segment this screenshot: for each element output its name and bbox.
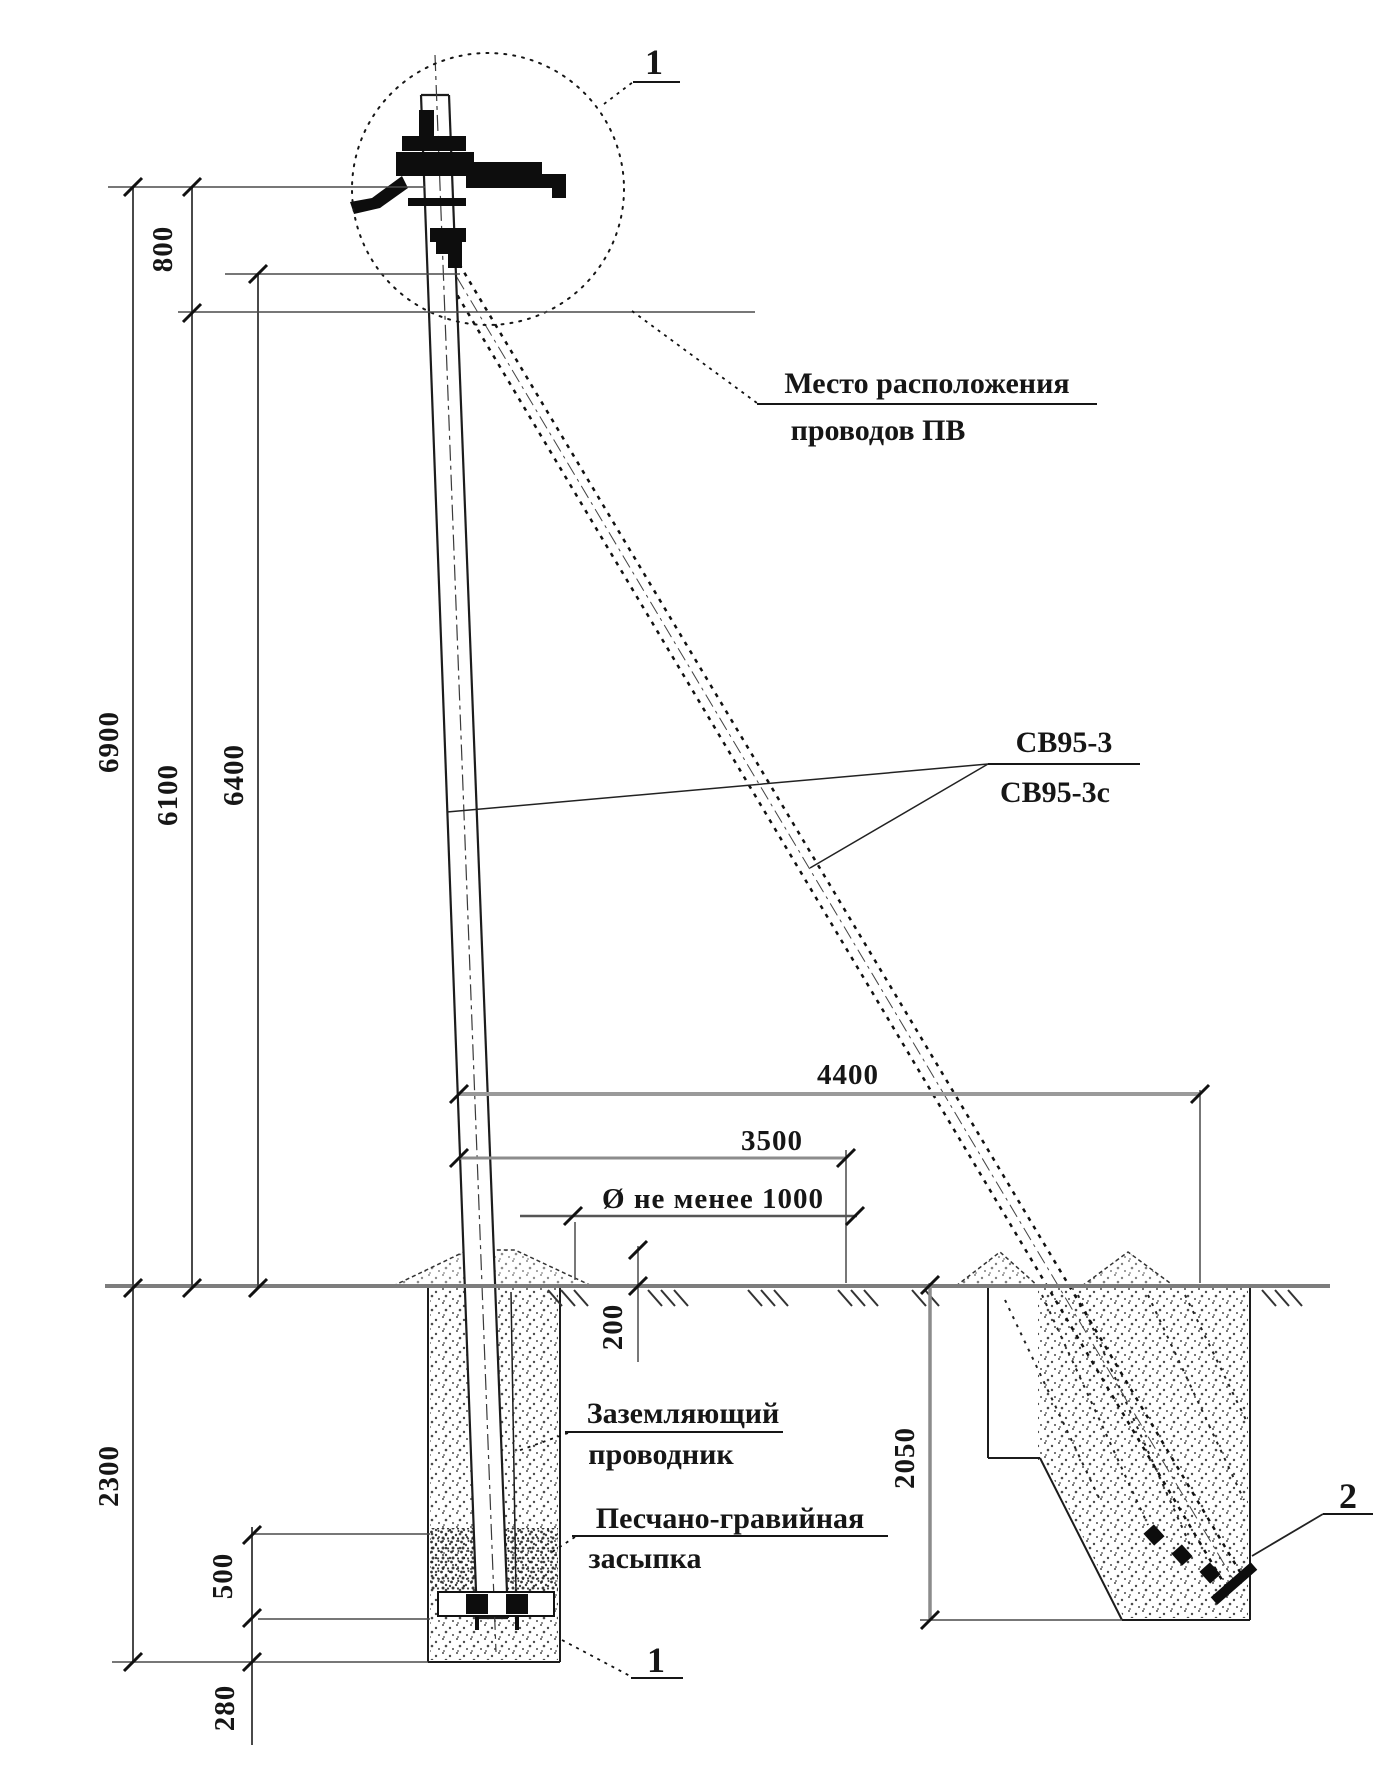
dim-500-label: 500 — [207, 1552, 239, 1600]
dim-2300-label: 2300 — [93, 1445, 125, 1507]
dim-3500-label: 3500 — [741, 1125, 803, 1157]
dim-2050-label: 2050 — [889, 1427, 921, 1489]
dim-200-label: 200 — [597, 1303, 629, 1351]
pole-top-fitting — [350, 110, 566, 268]
dim-diameter-label: Ø не менее 1000 — [602, 1183, 824, 1215]
backfill-label-line2: засыпка — [588, 1542, 702, 1575]
dim-6400-label: 6400 — [218, 744, 250, 806]
dim-6900-label: 6900 — [93, 711, 125, 773]
anchor-marker: 2 — [1339, 1476, 1357, 1516]
strut-type-label: СВ95-3с — [1000, 776, 1110, 809]
pole-type-label: СВ95-3 — [1015, 726, 1113, 759]
dim-6100-label: 6100 — [152, 764, 184, 826]
wires-location-label-line2: проводов ПВ — [790, 414, 966, 447]
dim-800-label: 800 — [147, 225, 179, 273]
grounding-conductor-label-line1: Заземляющий — [586, 1397, 780, 1430]
detail-marker-bottom: 1 — [647, 1640, 665, 1680]
grounding-conductor-label-line2: проводник — [588, 1438, 734, 1471]
backfill-label-line1: Песчано-гравийная — [595, 1502, 865, 1535]
dim-4400-label: 4400 — [817, 1059, 879, 1091]
dim-280-label: 280 — [209, 1684, 241, 1732]
wires-location-label-line1: Место расположения — [784, 367, 1070, 400]
detail-marker-top: 1 — [645, 42, 663, 82]
anchor-foundation-pit — [956, 1252, 1250, 1620]
